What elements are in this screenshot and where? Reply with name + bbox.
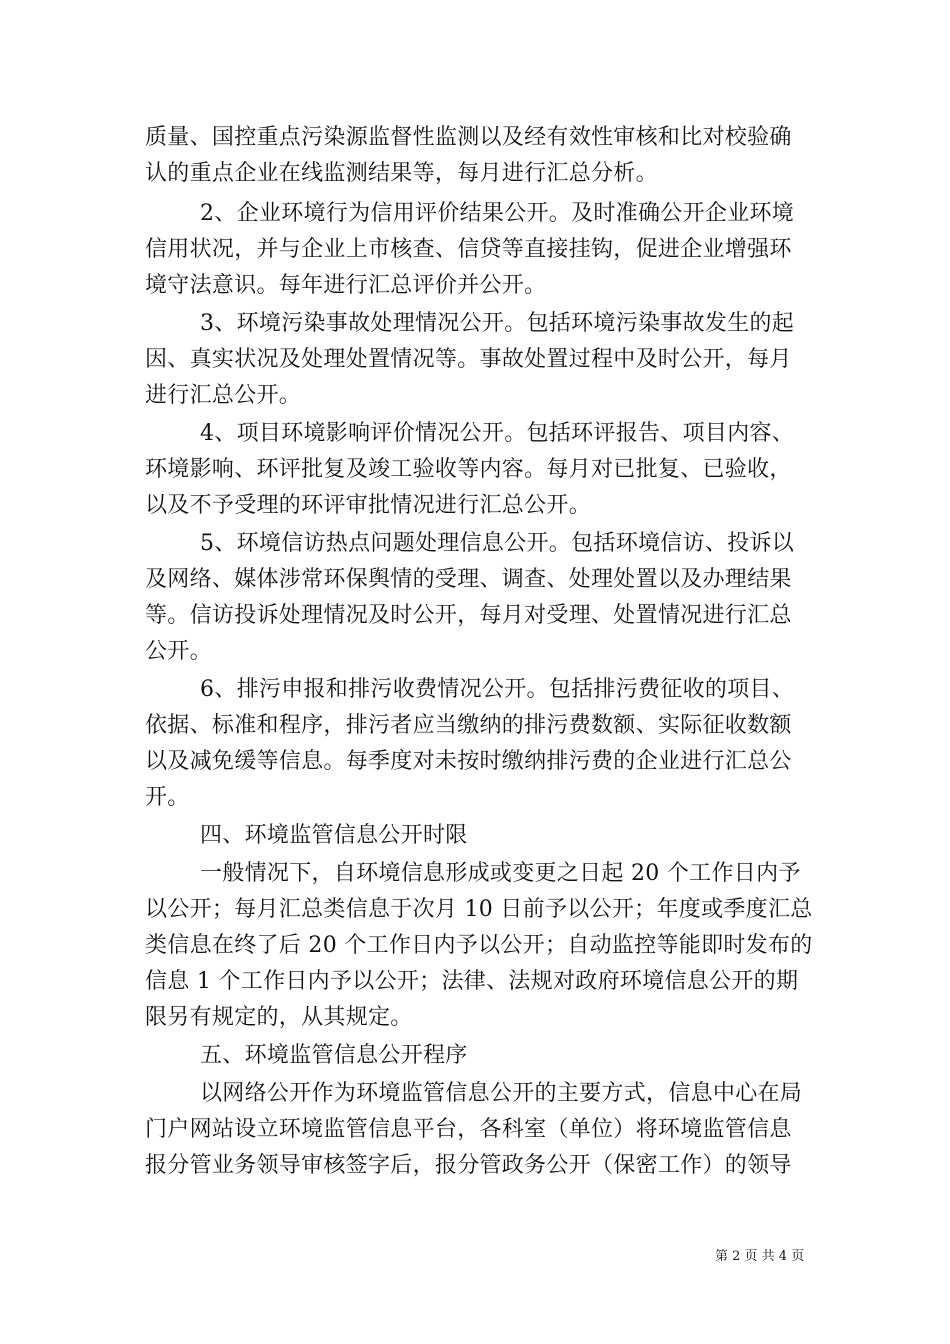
text-line: 质量、国控重点污染源监督性监测以及经有效性审核和比对校验确 xyxy=(145,125,792,150)
text-line: 因、真实状况及处理处置情况等。事故处置过程中及时公开，每月 xyxy=(145,347,792,372)
text-line: 依据、标准和程序，排污者应当缴纳的排污费数额、实际征收数额 xyxy=(145,713,792,738)
section-heading: 五、环境监管信息公开程序 xyxy=(200,1043,468,1068)
text-line: 以网络公开作为环境监管信息公开的主要方式，信息中心在局 xyxy=(200,1081,803,1106)
text-line: 以及减免缓等信息。每季度对未按时缴纳排污费的企业进行汇总公 xyxy=(145,749,792,774)
text-line: 进行汇总公开。 xyxy=(145,383,302,408)
text-line: 以及不予受理的环评审批情况进行汇总公开。 xyxy=(145,493,592,518)
text-line: 公开。 xyxy=(145,639,212,664)
text-line: 报分管业务领导审核签字后，报分管政务公开（保密工作）的领导 xyxy=(145,1153,792,1178)
text-line: 6、排污申报和排污收费情况公开。包括排污费征收的项目、 xyxy=(200,677,795,702)
text-line: 4、项目环境影响评价情况公开。包括环评报告、项目内容、 xyxy=(200,421,795,446)
text-line: 环境影响、环评批复及竣工验收等内容。每月对已批复、已验收， xyxy=(145,457,792,482)
text-line: 2、企业环境行为信用评价结果公开。及时准确公开企业环境 xyxy=(200,201,795,226)
text-line: 及网络、媒体涉常环保舆情的受理、调查、处理处置以及办理结果 xyxy=(145,567,792,592)
text-line: 等。信访投诉处理情况及时公开，每月对受理、处置情况进行汇总 xyxy=(145,603,792,628)
text-line: 门户网站设立环境监管信息平台，各科室（单位）将环境监管信息 xyxy=(145,1117,792,1142)
text-line: 信用状况，并与企业上市核查、信贷等直接挂钩，促进企业增强环 xyxy=(145,237,792,262)
text-line: 开。 xyxy=(145,785,190,810)
text-line: 信息 1 个工作日内予以公开；法律、法规对政府环境信息公开的期 xyxy=(145,969,799,994)
text-line: 3、环境污染事故处理情况公开。包括环境污染事故发生的起 xyxy=(200,311,795,336)
text-line: 认的重点企业在线监测结果等，每月进行汇总分析。 xyxy=(145,161,658,186)
text-line: 类信息在终了后 20 个工作日内予以公开；自动监控等能即时发布的 xyxy=(145,933,813,958)
text-line: 限另有规定的，从其规定。 xyxy=(145,1005,413,1030)
page-number: 第 2 页 共 4 页 xyxy=(715,1249,805,1264)
text-line: 一般情况下，自环境信息形成或变更之日起 20 个工作日内予 xyxy=(200,861,801,886)
text-line: 以公开；每月汇总类信息于次月 10 日前予以公开；年度或季度汇总 xyxy=(145,897,813,922)
section-heading: 四、环境监管信息公开时限 xyxy=(200,823,468,848)
text-line: 5、环境信访热点问题处理信息公开。包括环境信访、投诉以 xyxy=(200,531,795,556)
text-line: 境守法意识。每年进行汇总评价并公开。 xyxy=(145,273,547,298)
